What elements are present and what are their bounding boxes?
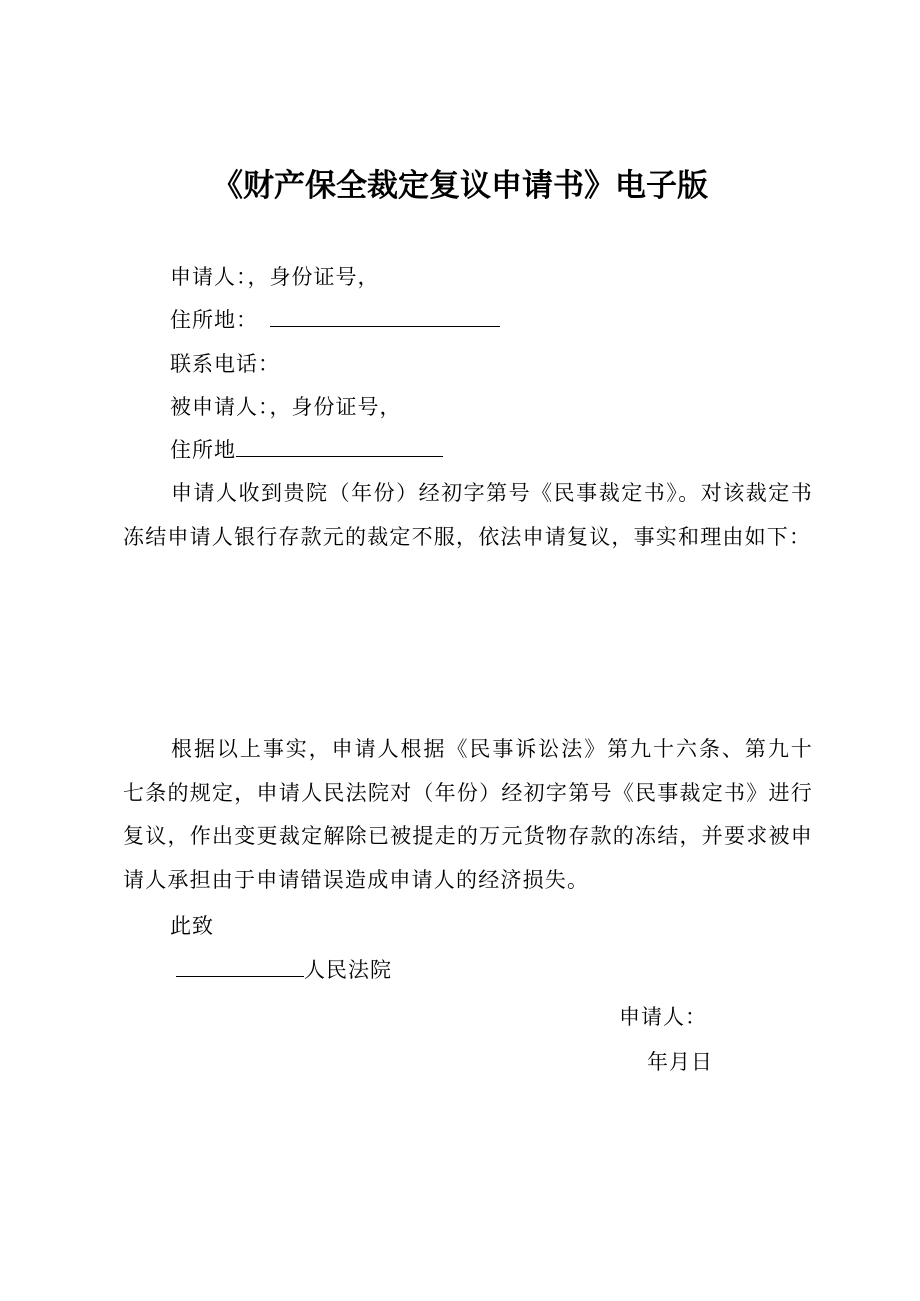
respondent-address-row [170, 435, 443, 465]
closing-text: 此致 [170, 914, 214, 938]
respondent-line: 被申请人：，身份证号， [170, 395, 402, 419]
applicant-address-row [170, 305, 500, 335]
applicant-address-blank [270, 306, 500, 327]
request-paragraph: 根据以上事实，申请人根据《民事诉讼法》第九十六条、第九十七条的规定，申请人民法院对（年份）经初字第号《民事裁定书》进行复议，作出变更裁定解除已被提走的万元货物存款的冻结，并要求被申请人承担由于申请错误造成申请人的经济损失。 [123, 737, 813, 892]
applicant-line: 申请人：，身份证号， [170, 265, 380, 289]
contact-phone-label: 联系电话： [170, 352, 280, 376]
court-row [176, 955, 392, 985]
respondent-address-blank [236, 436, 443, 457]
applicant-address-label: 住所地： [170, 308, 258, 332]
respondent-address-label: 住所地 [170, 438, 236, 462]
court-suffix: 人民法院 [304, 958, 392, 982]
signature-label: 申请人： [619, 1005, 707, 1029]
date-label: 年月日 [647, 1050, 713, 1074]
court-name-blank [176, 956, 304, 977]
facts-paragraph: 申请人收到贵院（年份）经初字第号《民事裁定书》。对该裁定书冻结申请人银行存款元的裁定不服，依法申请复议，事实和理由如下： [123, 481, 813, 549]
page-title: 《财产保全裁定复议申请书》电子版 [212, 168, 708, 204]
